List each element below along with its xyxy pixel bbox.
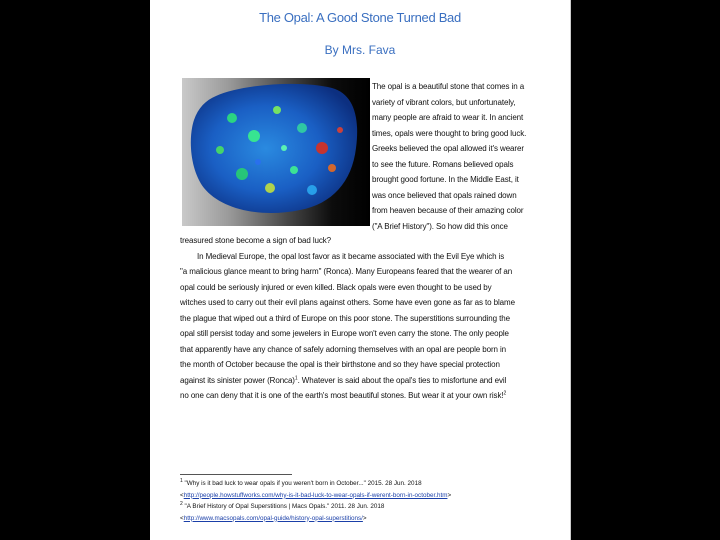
text-line: witches used to carry out their evil plans against others. Some have even gone as far as to blame bbox=[180, 298, 515, 307]
document-title: The Opal: A Good Stone Turned Bad bbox=[259, 10, 461, 25]
text-line: "a malicious glance meant to bring harm" (Ronca). Many Europeans feared that the wearer of an bbox=[180, 267, 513, 276]
text-line: Greeks believed the opal allowed it's wearer bbox=[372, 144, 524, 153]
footnote-divider bbox=[180, 474, 292, 475]
text-line: times, opals were thought to bring good luck. bbox=[372, 128, 527, 138]
text-line: treasured stone become a sign of bad luck? bbox=[180, 236, 332, 245]
text-line-with-footnote-ref bbox=[180, 388, 563, 404]
text-line: In Medieval Europe, the opal lost favor as it became associated with the Evil Eye which is bbox=[180, 251, 505, 261]
footnote-2-url bbox=[180, 513, 565, 525]
footnote-number: 2 bbox=[180, 500, 183, 507]
text-fragment: . Whatever is said about the opal's ties to misfortune and evil bbox=[297, 375, 507, 385]
text-line: was once believed that opals rained down bbox=[372, 190, 517, 200]
intro-column-text bbox=[372, 79, 562, 234]
text-line: from heaven because of their amazing color bbox=[372, 206, 524, 215]
footnote-1-url bbox=[180, 490, 565, 502]
text-line-with-footnote-ref bbox=[180, 373, 563, 389]
footnote-number: 1 bbox=[180, 477, 183, 484]
text-line: The opal is a beautiful stone that comes in a bbox=[372, 82, 525, 91]
footnote-citation: "Why is it bad luck to wear opals if you weren't born in October..." 2015. 28 Jun. 2018 bbox=[182, 480, 422, 487]
footnote-1-link[interactable]: http://people.howstuffworks.com/why-is-it-bad-luck-to-wear-opals-if-werent-born-in-october.htm bbox=[183, 491, 448, 499]
text-line: ("A Brief History"). So how did this once bbox=[372, 221, 508, 231]
text-line: that apparently have any chance of safely adorning themselves with an opal are people born in bbox=[180, 344, 507, 354]
opal-image bbox=[182, 78, 370, 226]
text-line: the plague that wiped out a third of Europe on this poor stone. The superstitions surrounding the bbox=[180, 313, 510, 323]
text-line: brought good fortune. In the Middle East, it bbox=[372, 175, 519, 184]
text-line: variety of vibrant colors, but unfortunately, bbox=[372, 97, 516, 107]
text-line: opal could be seriously injured or even killed. Black opals were even thought to be used by bbox=[180, 282, 492, 292]
text-fragment: no one can deny that it is one of the earth's most beautiful stones. But wear it at your own risk! bbox=[180, 391, 504, 400]
footnote-ref-2[interactable]: 2 bbox=[503, 390, 507, 397]
opal-stone-graphic bbox=[182, 78, 370, 226]
text-line: many people are afraid to wear it. In ancient bbox=[372, 113, 524, 122]
footnote-citation: "A Brief History of Opal Superstitions | Macs Opals." 2011. 28 Jun. 2018 bbox=[182, 503, 385, 510]
bracket: < bbox=[180, 514, 184, 522]
text-line: to see the future. Romans believed opals bbox=[372, 159, 514, 169]
footnotes bbox=[180, 478, 565, 524]
document-page bbox=[150, 0, 571, 540]
text-fragment: against its sinister power (Ronca) bbox=[180, 375, 295, 385]
text-line: the month of October because the opal is their birthstone and so they have special protection bbox=[180, 360, 500, 369]
footnote-2 bbox=[180, 501, 565, 513]
text-line: opal still persist today and some jewelers in Europe won't even carry the stone. The only people bbox=[180, 329, 509, 338]
document-byline: By Mrs. Fava bbox=[324, 43, 396, 57]
bracket: > bbox=[362, 514, 367, 522]
bracket: > bbox=[447, 491, 452, 499]
footnote-2-link[interactable]: http://www.macsopals.com/opal-guide/history-opal-superstitions/ bbox=[183, 514, 363, 522]
footnote-1 bbox=[180, 478, 565, 490]
bracket: < bbox=[180, 491, 184, 499]
body-text bbox=[180, 233, 563, 404]
footnote-ref-1[interactable]: 1 bbox=[294, 374, 298, 381]
